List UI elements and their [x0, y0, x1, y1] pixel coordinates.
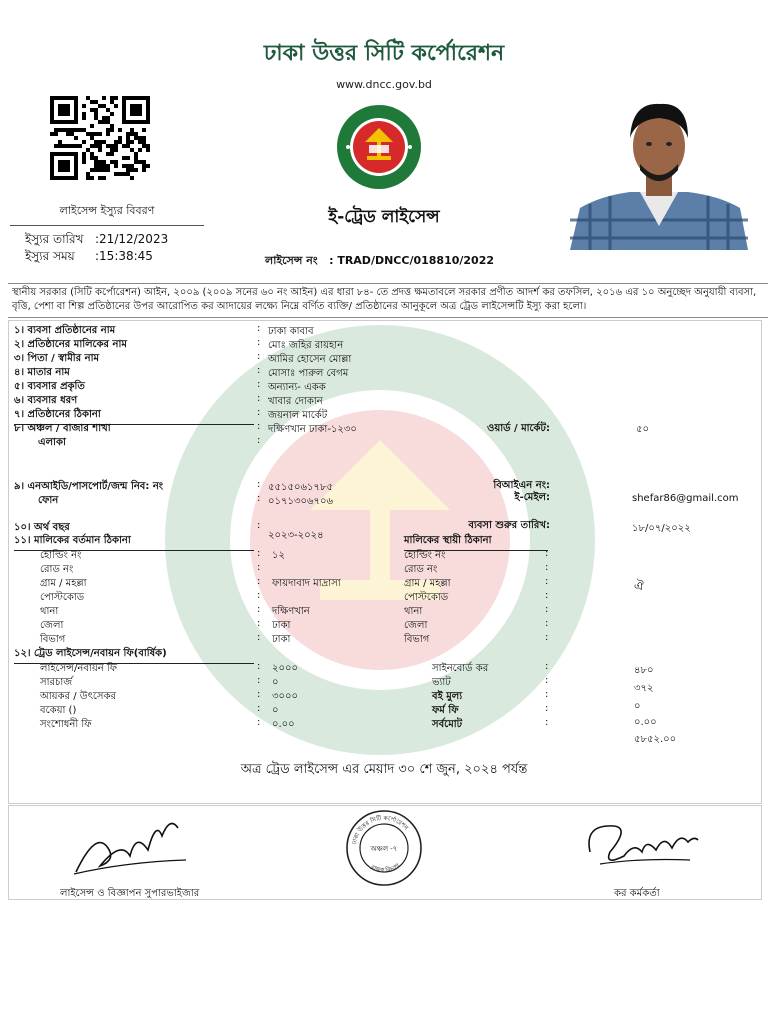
colon: : — [257, 661, 261, 672]
colon: : — [257, 337, 261, 348]
signboard-tax-value: ৪৮০ — [634, 665, 654, 676]
business-type-label: ৬। ব্যবসার ধরণ — [14, 395, 78, 406]
perm-road-label: রোড নং — [404, 564, 438, 575]
arrears-value: ০ — [272, 705, 279, 716]
colon: : — [257, 689, 261, 700]
perm-holding-label: হোল্ডিং নং — [404, 550, 446, 561]
book-price-value: ০ — [634, 701, 641, 712]
fees-heading: ১২। ট্রেড লাইসেন্স/নবায়ন ফি(বার্ষিক) — [14, 646, 254, 664]
perm-district-label: জেলা — [404, 620, 428, 631]
cur-district-label: জেলা — [40, 620, 64, 631]
total-label: সর্বমোট — [432, 719, 463, 730]
start-date-label: ব্যবসা শুরুর তারিখ: — [468, 520, 550, 531]
current-address-label: ১১। মালিকের বর্তমান ঠিকানা — [14, 533, 254, 551]
owner-photo — [570, 96, 748, 250]
area-label: এলাকা — [38, 437, 66, 448]
qr-code — [50, 96, 150, 180]
colon: : — [257, 323, 261, 334]
revision-fee-value: ০.০০ — [272, 719, 295, 730]
colon: : — [257, 520, 261, 531]
arrears-label: বকেয়া () — [40, 705, 77, 716]
book-price-label: বই মুল্য — [432, 691, 463, 702]
colon: : — [257, 479, 261, 490]
supervisor-signature — [66, 810, 196, 882]
colon: : — [257, 576, 261, 587]
colon: : — [257, 351, 261, 362]
colon: : — [257, 548, 261, 559]
mother-name-label: ৪। মাতার নাম — [14, 367, 70, 378]
cur-district-value: ঢাকা — [272, 620, 291, 631]
phone-label: ফোন — [38, 495, 59, 506]
business-name-label: ১। ব্যবসা প্রতিষ্ঠানের নাম — [14, 325, 116, 336]
colon: : — [257, 407, 261, 418]
issue-date-value: :21/12/2023 — [95, 232, 169, 246]
colon: : — [257, 632, 261, 643]
owner-name-label: ২। প্রতিষ্ঠানের মালিকের নাম — [14, 339, 127, 350]
revision-fee-label: সংশোধনী ফি — [40, 719, 92, 730]
mother-name-value: মোসাঃ পারুল বেগম — [268, 368, 349, 379]
business-nature-value: অন্যান্য- একক — [268, 382, 326, 393]
fiscal-year-label: ১০। অর্থ বছর — [14, 522, 70, 533]
nid-label: ৯। এনআইডি/পাসপোর্ট/জন্ম নিব: নং — [14, 481, 164, 492]
tax-officer-signature — [580, 812, 704, 880]
perm-division-label: বিভাগ — [404, 634, 430, 645]
colon: : — [257, 604, 261, 615]
email-value[interactable]: shefar86@gmail.com — [632, 493, 739, 504]
business-nature-label: ৫। ব্যবসার প্রকৃতি — [14, 381, 85, 392]
cur-division-value: ঢাকা — [272, 634, 291, 645]
start-date-value: ১৮/০৭/২০২২ — [632, 523, 691, 534]
cur-thana-label: থানা — [40, 606, 59, 617]
income-tax-value: ৩০০০ — [272, 691, 299, 702]
vat-value: ৩৭২ — [634, 683, 654, 694]
colon: : — [257, 717, 261, 728]
colon: : — [545, 632, 549, 643]
license-number — [265, 252, 494, 271]
colon: : — [257, 379, 261, 390]
zone-label: ৮। অঞ্চল / বাজার শাখা — [14, 423, 111, 434]
colon: : — [545, 675, 549, 686]
issue-time-row — [25, 248, 153, 268]
issue-date-label: ইস্যুর তারিখ — [25, 232, 84, 246]
fiscal-year-value: ২০২৩-২০২৪ — [268, 530, 324, 541]
page-title: ঢাকা উত্তর সিটি কর্পোরেশন — [263, 41, 505, 66]
seal-center-text: অঞ্চল -৭ — [370, 845, 398, 853]
validity-statement: অত্র ট্রেড লাইসেন্স এর মেয়াদ ৩০ শে জুন, ২০২৪ পর্যন্ত — [240, 762, 528, 777]
ward-label: ওয়ার্ড / মার্কেট: — [486, 423, 550, 434]
license-fee-value: ২০০০ — [272, 663, 299, 674]
cur-village-value: ফায়দাবাদ মাদ্রাসা — [272, 578, 341, 589]
ward-value: ৫০ — [636, 424, 649, 435]
grand-total-value: ৫৮৫২.০০ — [634, 734, 677, 745]
cur-postcode-label: পোস্টকোড — [40, 592, 85, 603]
nid-value: ৫৫১৫০৬১৭৮৫ — [268, 482, 333, 493]
business-address-label: ৭। প্রতিষ্ঠানের ঠিকানা — [14, 407, 254, 425]
father-name-value: আমির হোসেন মোল্লা — [268, 354, 352, 365]
colon: : — [257, 618, 261, 629]
colon: : — [257, 675, 261, 686]
official-seal — [344, 808, 424, 888]
website-url[interactable]: www.dncc.gov.bd — [336, 78, 432, 91]
dncc-emblem-logo — [336, 104, 422, 190]
perm-village-label: গ্রাম / মহল্লা — [404, 578, 451, 589]
colon: : — [545, 548, 549, 559]
license-fee-label: লাইসেন্স/নবায়ন ফি — [40, 663, 118, 674]
bin-label: বিআইএন নং: — [493, 480, 550, 491]
seal-top-text: ঢাকা উত্তর সিটি কর্পোরেশন — [351, 814, 410, 845]
issue-time-value: :15:38:45 — [95, 249, 153, 263]
permanent-address-label: মালিকের স্থায়ী ঠিকানা — [404, 533, 548, 551]
surcharge-label: সারচার্জ — [40, 677, 73, 688]
issue-time-label: ইস্যুর সময় — [25, 249, 75, 263]
license-number-value: : TRAD/DNCC/018810/2022 — [329, 254, 495, 267]
seal-bottom-text: রাজস্ব বিভাগ — [369, 862, 402, 875]
colon: : — [545, 703, 549, 714]
business-address-value: জয়নাল মার্কেট — [268, 410, 328, 421]
tax-officer-label: কর কর্মকর্তা — [614, 888, 660, 899]
cur-holding-label: হোল্ডিং নং — [40, 550, 82, 561]
supervisor-label: লাইসেন্স ও বিজ্ঞাপন সুপারভাইজার — [60, 888, 200, 899]
colon: : — [545, 562, 549, 573]
svg-text:ঢাকা উত্তর সিটি কর্পোরেশন — [351, 814, 410, 846]
colon: : — [257, 365, 261, 376]
colon: : — [257, 393, 261, 404]
perm-postcode-label: পোস্টকোড — [404, 592, 449, 603]
owner-name-value: মোঃ জহির রায়হান — [268, 340, 344, 351]
colon: : — [545, 689, 549, 700]
form-fee-total-value: ০.০০ — [634, 717, 657, 728]
colon: : — [545, 661, 549, 672]
svg-text:রাজস্ব বিভাগ — [369, 862, 402, 875]
cur-village-label: গ্রাম / মহল্লা — [40, 578, 87, 589]
email-label: ই-মেইল: — [514, 492, 550, 503]
business-type-value: খাবার দোকান — [268, 396, 323, 407]
business-name-value: ঢাকা কাবাব — [268, 326, 314, 337]
zone-value: দক্ষিণখান ঢাকা-১২৩০ — [268, 424, 357, 435]
colon: : — [257, 493, 261, 504]
cur-thana-value: দক্ষিণখান — [272, 606, 310, 617]
cur-road-label: রোড নং — [40, 564, 74, 575]
signboard-tax-label: সাইনবোর্ড কর — [432, 663, 489, 674]
vat-label: ভ্যাট — [432, 677, 451, 688]
colon: : — [545, 604, 549, 615]
income-tax-label: আয়কর / উৎসেকর — [40, 691, 117, 702]
cur-holding-value: ১২ — [272, 550, 285, 561]
colon: : — [257, 562, 261, 573]
phone-value: ০১৭১৩০৬৭০৬ — [268, 496, 333, 507]
license-number-label: লাইসেন্স নং — [265, 254, 318, 267]
colon: : — [545, 576, 549, 587]
license-title: ই-ট্রেড লাইসেন্স — [328, 207, 440, 227]
colon: : — [257, 435, 261, 446]
cur-division-label: বিভাগ — [40, 634, 66, 645]
issue-info-heading: লাইসেন্স ইস্যুর বিবরণ — [10, 202, 204, 226]
colon: : — [257, 590, 261, 601]
colon: : — [545, 717, 549, 728]
colon: : — [257, 421, 261, 432]
colon: : — [545, 618, 549, 629]
surcharge-value: ০ — [272, 677, 279, 688]
colon: : — [545, 590, 549, 601]
form-fee-label: ফর্ম ফি — [432, 705, 459, 716]
legal-preamble: স্থানীয় সরকার (সিটি কর্পোরেশন) আইন, ২০০৯ (২০০৯ সনের ৬০ নং আইন) এর ধারা ৮৪- তে প্রদত্ত ক্ষমতাবলে সরকার প্রণীত আদর্শ কর তফসিল, ২০১৬ এর ১০ অনুচ্ছেদ অনুযায়ী ব্যবসা, বৃত্তি, পেশা বা শিল্প প্রতিষ্ঠানের উপর আরোপিত কর আদায়ের লক্ষ্যে নিম্নে বর্ণিত ব্যক্তি/ প্রতিষ্ঠানের আনুকূলে অত্র ট্রেড লাইসেন্সটি ইস্যু করা হলো। — [8, 283, 768, 318]
colon: : — [257, 703, 261, 714]
perm-thana-label: থানা — [404, 606, 423, 617]
father-name-label: ৩। পিতা / স্বামীর নাম — [14, 353, 100, 364]
perm-village-value: ঐ — [634, 579, 644, 593]
